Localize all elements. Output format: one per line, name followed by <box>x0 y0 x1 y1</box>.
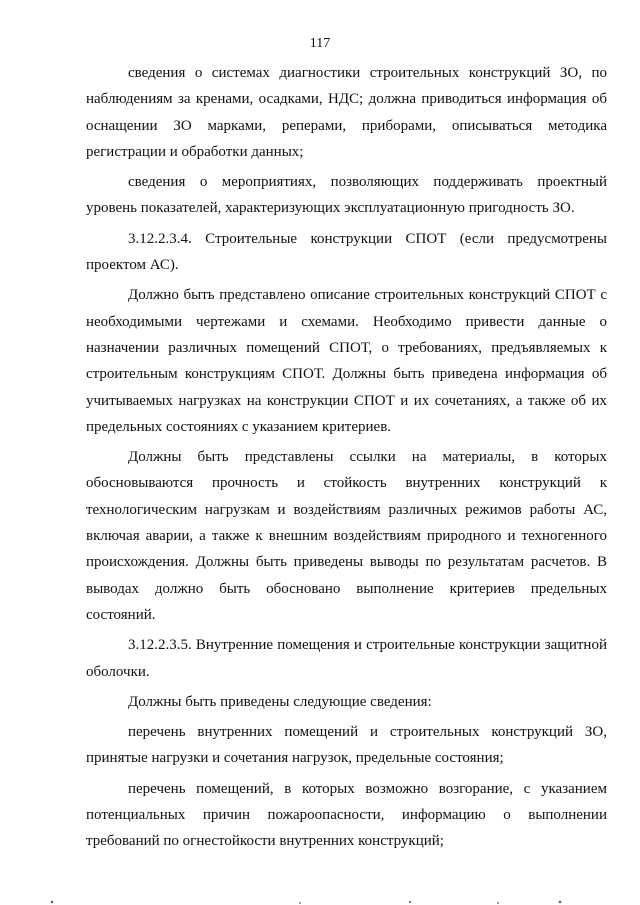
page-number: 117 <box>309 36 331 51</box>
section-heading-3-12-2-3-4: 3.12.2.3.4. Строительные конструкции СПОТ (если предусмотрены проектом АС). <box>86 230 607 274</box>
paragraph-diagnostics: сведения о системах диагностики строительных конструкций ЗО, по наблюдениям за кренами, осадками, НДС; должна приводиться информация об оснащении ЗО марками, реперами, приборами, описываться методика регистрации и обработки данных; <box>86 65 607 160</box>
paragraph-measures: сведения о мероприятиях, позволяющих поддерживать проектный уровень показателей, характеризующих эксплуатационную пригодность ЗО. <box>86 174 607 217</box>
paragraph-required-info: Должны быть приведены следующие сведения: <box>128 693 432 710</box>
paragraph-spot-description: Должно быть представлено описание строительных конструкций СПОТ с необходимыми чертежами и схемами. Необходимо привести данные о назначении различных помещений СПОТ, о требованиях, предъявляемых к строительным конструкциям СПОТ. Должны быть приведена информация об учитываемых нагрузках на конструкции СПОТ и их сочетаниях, а также об их предельных состояниях с указанием критериев. <box>86 287 607 435</box>
list-item-internal-rooms: перечень внутренних помещений и строительных конструкций ЗО, принятые нагрузки и сочетания нагрузок, предельные состояния; <box>86 724 607 767</box>
section-heading-3-12-2-3-5: 3.12.2.3.5. Внутренние помещения и строительные конструкции защитной оболочки. <box>86 637 607 680</box>
document-body <box>86 60 607 855</box>
paragraph-spot-references: Должны быть представлены ссылки на материалы, в которых обосновываются прочность и стойкость внутренних конструкций к технологическим нагрузкам и воздействиям различных режимов работы АС, включая аварии, а также к внешним воздействиям природного и техногенного происхождения. Должны быть приведены выводы по результатам расчетов. В выводах должно быть обосновано выполнение критериев предельных состояний. <box>86 449 607 623</box>
list-item-fire-rooms: перечень помещений, в которых возможно возгорание, с указанием потенциальных причин пожароопасности, информацию о выполнении требований по огнестойкости внутренних конструкций; <box>86 780 607 850</box>
scan-edge-marks <box>0 895 640 905</box>
